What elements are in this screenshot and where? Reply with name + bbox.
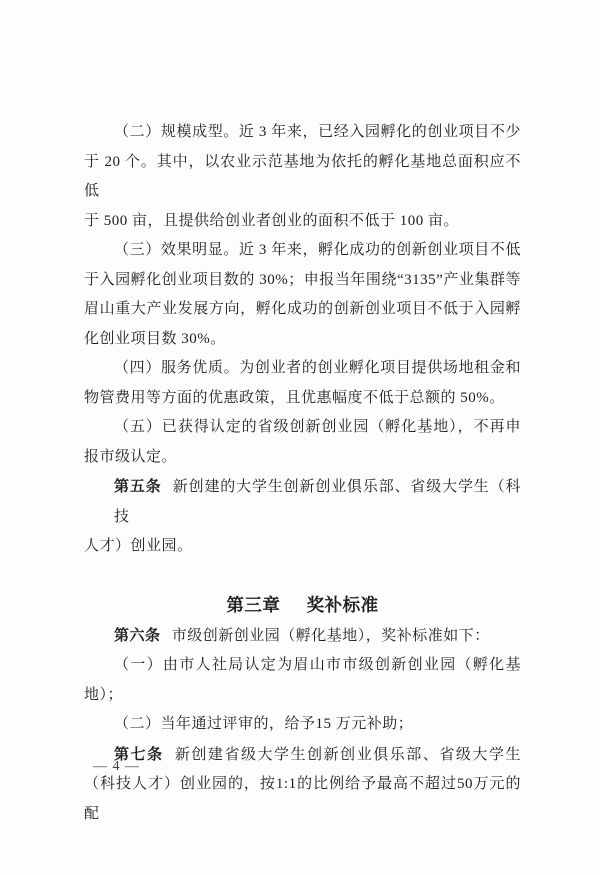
text-line: 于 20 个。其中，以农业示范基地为依托的孵化基地总面积应不低 [84,153,521,199]
blank-line [84,562,521,592]
text-line: 报市级认定。 [84,448,178,465]
text-line: 化创业项目数 30%。 [84,330,226,347]
text-line: （五）已获得认定的省级创新创业园（孵化基地），不再申 [114,419,521,435]
article-text: 市级创新创业园（孵化基地），奖补标准如下： [171,627,490,644]
article-number: 第五条 [114,478,162,495]
text-line: 于入园孵化创业项目数的 30%；申报当年围绕“3135”产业集群等 [84,271,521,288]
chapter-title: 奖补标准 [306,595,379,615]
text-line: 地）； [84,686,124,703]
text-line: 人才）创业园。 [84,538,193,554]
text-line [84,740,521,771]
text-line: 于 500 亩，且提供给创业者创业的面积不低于 100 亩。 [84,212,460,229]
document-body [84,118,521,829]
text-line [84,472,521,532]
article-text: 新创建省级大学生创新创业俱乐部、省级大学生 [174,746,521,763]
article-number: 第六条 [114,626,161,644]
text-line: （一）由市人社局认定为眉山市市级创新创业园（孵化基 [114,657,521,673]
text-line: （四）服务优质。为创业者的创业孵化项目提供场地租金和 [114,360,521,376]
article-number: 第七条 [114,745,164,763]
page-number: — 4 — [93,759,140,774]
text-line: （科技人才）创业园的，按1:1的比例给予最高不超过50万元的配 [84,776,521,822]
article-text: 新创建的大学生创新创业俱乐部、省级大学生（科技 [114,479,521,525]
chapter-number: 第三章 [226,595,281,615]
text-line: 物管费用等方面的优惠政策，且优惠幅度不低于总额的 50%。 [84,389,505,406]
text-line [84,621,521,652]
text-line: 眉山重大产业发展方向，孵化成功的创新创业项目不低于入园孵 [84,301,521,317]
text-line: （二）规模成型。近 3 年来，已经入园孵化的创业项目不少 [114,124,521,140]
chapter-heading [84,591,521,621]
text-line: （二）当年通过评审的，给予15 万元补助； [114,716,414,732]
text-line: （三）效果明显。近 3 年来，孵化成功的创新创业项目不低 [114,242,521,258]
